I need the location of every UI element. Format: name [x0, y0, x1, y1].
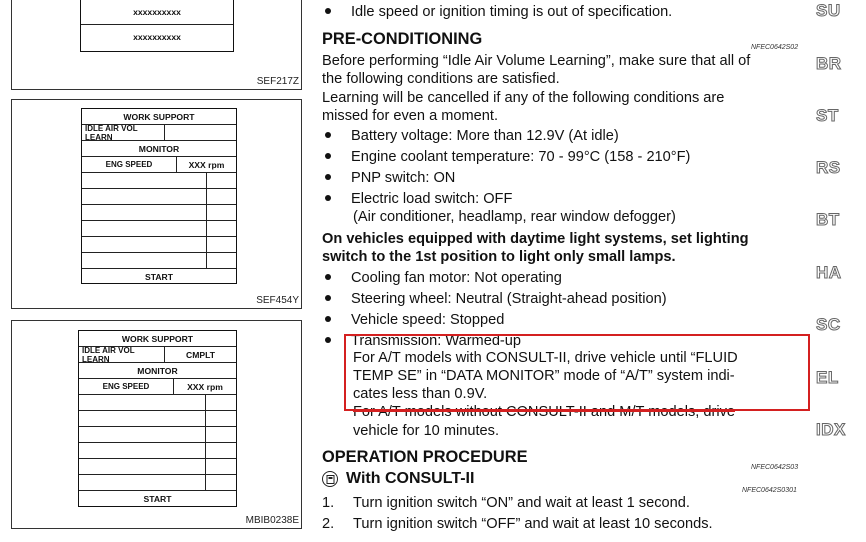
eng-speed-value: XXX rpm — [187, 381, 223, 392]
table-cell — [81, 0, 233, 25]
empty-row — [82, 221, 236, 237]
idle-air-vol-learn-label: IDLE AIR VOL LEARN — [79, 347, 165, 362]
bullet-icon — [325, 274, 331, 280]
figure-mbib0238e — [11, 320, 302, 529]
bullet-icon — [325, 132, 331, 138]
work-support-table — [78, 330, 237, 507]
empty-row — [79, 411, 236, 427]
empty-row — [79, 459, 236, 475]
paragraph-line: missed for even a moment. — [322, 108, 499, 124]
monitor-text: MONITOR — [137, 365, 178, 376]
work-support-table — [81, 108, 237, 284]
list-item — [322, 269, 562, 288]
empty-row — [82, 205, 236, 221]
section-tab-bt[interactable]: BT — [816, 210, 840, 229]
start-button[interactable] — [79, 491, 236, 507]
section-tab-ha[interactable]: HA — [816, 263, 842, 282]
bullet-text: Vehicle speed: Stopped — [351, 312, 505, 328]
monitor-title — [79, 363, 236, 379]
start-label: START — [143, 494, 172, 504]
empty-row — [82, 237, 236, 253]
section-code: NFEC0642S03 — [751, 464, 799, 471]
list-item — [322, 169, 455, 188]
idle-air-vol-learn-label: IDLE AIR VOL LEARN — [82, 125, 165, 140]
bullet-icon — [325, 153, 331, 159]
bullet-continuation: cates less than 0.9V. — [353, 386, 488, 402]
section-tab-rs[interactable]: RS — [816, 158, 841, 177]
bullet-continuation: TEMP SE” in “DATA MONITOR” mode of “A/T” system indi- — [353, 368, 735, 384]
figure-sef217z — [11, 0, 302, 90]
section-code: NFEC0642S02 — [751, 44, 799, 51]
step-text: Turn ignition switch “ON” and wait at least 1 second. — [353, 495, 690, 511]
bullet-text: Steering wheel: Neutral (Straight-ahead position) — [351, 291, 667, 307]
eng-speed-row — [79, 379, 236, 395]
bullet-icon — [325, 8, 331, 14]
with-consult-heading: With CONSULT-II — [346, 470, 475, 487]
bullet-continuation: vehicle for 10 minutes. — [353, 423, 500, 439]
list-item — [322, 127, 619, 146]
pre-conditioning-heading: PRE-CONDITIONING — [322, 30, 483, 48]
bullet-text: Idle speed or ignition timing is out of specification. — [351, 4, 673, 20]
monitor-text: MONITOR — [138, 143, 180, 154]
section-code: NFEC0642S0301 — [742, 487, 797, 494]
figure-code: SEF454Y — [256, 295, 299, 306]
paragraph-line: the following conditions are satisfied. — [322, 71, 560, 87]
cell-text: xxxxxxxxxx — [133, 6, 181, 17]
operation-procedure-heading: OPERATION PROCEDURE — [322, 448, 528, 466]
empty-row — [82, 189, 236, 205]
empty-row — [79, 475, 236, 491]
eng-speed-label: ENG SPEED — [82, 157, 177, 172]
figure-code: SEF217Z — [256, 76, 299, 87]
idle-air-vol-learn-row — [82, 125, 236, 141]
figure-code: MBIB0238E — [245, 515, 299, 526]
title-text: WORK SUPPORT — [121, 333, 194, 344]
section-tab-su[interactable]: SU — [816, 1, 841, 20]
empty-row — [82, 253, 236, 269]
bullet-text: Engine coolant temperature: 70 - 99°C (158 - 210°F) — [351, 149, 691, 165]
section-tab-idx[interactable]: IDX — [816, 420, 846, 439]
consult-device-icon — [326, 475, 335, 484]
section-tab-st[interactable]: ST — [816, 106, 839, 125]
list-item — [322, 148, 690, 167]
bullet-icon — [325, 316, 331, 322]
bullet-text: Battery voltage: More than 12.9V (At idle) — [351, 128, 619, 144]
bullet-continuation: (Air conditioner, headlamp, rear window defogger) — [353, 209, 676, 225]
paragraph-line: Before performing “Idle Air Volume Learning”, make sure that all of — [322, 53, 751, 69]
bold-note-line: switch to the 1st position to light only small lamps. — [322, 249, 676, 265]
consult-screen-table — [80, 0, 234, 52]
title-text: WORK SUPPORT — [123, 111, 195, 122]
step-text: Turn ignition switch “OFF” and wait at least 10 seconds. — [353, 516, 713, 532]
bullet-text: Electric load switch: OFF — [351, 191, 513, 207]
idle-air-vol-learn-value — [165, 125, 236, 140]
bullet-icon — [325, 337, 331, 343]
bullet-icon — [325, 195, 331, 201]
cell-text: xxxxxxxxxx — [133, 32, 181, 42]
start-button[interactable] — [82, 269, 236, 285]
list-item — [322, 290, 667, 309]
bullet-text: Cooling fan motor: Not operating — [351, 270, 562, 286]
step-number: 2. — [322, 516, 335, 532]
bullet-text: Transmission: Warmed-up — [351, 333, 522, 349]
empty-row — [82, 173, 236, 189]
eng-speed-row — [82, 157, 236, 173]
idle-air-vol-learn-value: CMPLT — [186, 349, 215, 360]
figure-sef454y — [11, 99, 302, 309]
bold-note-line: On vehicles equipped with daytime light systems, set lighting — [322, 231, 749, 247]
empty-row — [79, 395, 236, 411]
list-item — [322, 190, 512, 209]
empty-row — [79, 427, 236, 443]
eng-speed-value: XXX rpm — [188, 159, 225, 170]
table-cell — [81, 25, 233, 49]
eng-speed-label: ENG SPEED — [79, 379, 174, 394]
consult-tool-icon — [322, 471, 338, 487]
bullet-text: PNP switch: ON — [351, 170, 456, 186]
bullet-continuation: For A/T models with CONSULT-II, drive vehicle until “FLUID — [353, 350, 738, 366]
bullet-continuation: For A/T models without CONSULT-II and M/T models, drive — [353, 404, 736, 420]
step-number: 1. — [322, 495, 335, 511]
idle-air-vol-learn-row — [79, 347, 236, 363]
highlight-box — [344, 334, 810, 411]
empty-row — [79, 443, 236, 459]
list-item — [322, 311, 504, 330]
section-tab-sc[interactable]: SC — [816, 315, 841, 334]
list-item — [322, 3, 672, 22]
bullet-icon — [325, 174, 331, 180]
bullet-icon — [325, 295, 331, 301]
section-tab-el[interactable]: EL — [816, 368, 839, 387]
paragraph-line: Learning will be cancelled if any of the following conditions are — [322, 90, 725, 106]
section-tab-br[interactable]: BR — [816, 54, 842, 73]
monitor-title — [82, 141, 236, 157]
start-label: START — [144, 272, 173, 282]
